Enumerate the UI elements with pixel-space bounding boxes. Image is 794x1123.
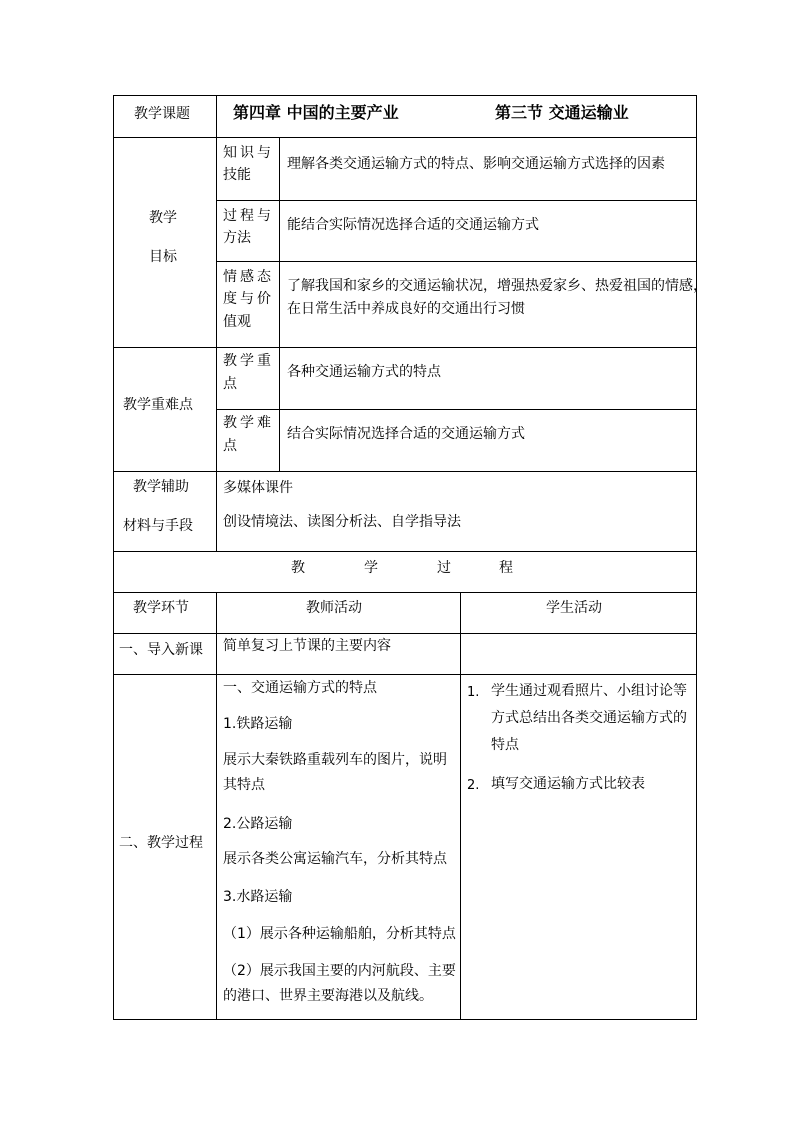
objective-sub-label: 知识与 bbox=[223, 145, 274, 161]
student-activity-line: 学生通过观看照片、小组讨论等 bbox=[491, 683, 687, 699]
teacher-activity-line: 一、交通运输方式的特点 bbox=[223, 680, 377, 696]
keypoints-label: 教学重难点 bbox=[123, 397, 193, 413]
row-divider bbox=[113, 633, 697, 634]
process-title-char: 过 bbox=[437, 560, 451, 576]
objective-content: 能结合实际情况选择合适的交通运输方式 bbox=[287, 217, 539, 233]
row-divider bbox=[113, 592, 697, 593]
aids-methods: 创设情境法、读图分析法、自学指导法 bbox=[223, 514, 461, 530]
section-title: 第三节 交通运输业 bbox=[495, 103, 629, 122]
objectives-label-line1: 教学 bbox=[149, 210, 177, 226]
teacher-activity-line: 展示各类公寓运输汽车，分析其特点 bbox=[223, 851, 447, 867]
main-stage: 二、教学过程 bbox=[119, 835, 203, 851]
objective-sub-label: 过程与 bbox=[223, 208, 274, 224]
table-border-right bbox=[696, 95, 697, 1020]
row-divider bbox=[113, 674, 697, 675]
student-activity-line: 特点 bbox=[491, 737, 519, 753]
objective-sub-label: 值观 bbox=[223, 314, 251, 330]
keypoint-sub-label: 教学重 bbox=[223, 353, 274, 369]
teacher-activity-line: （1）展示各种运输船舶，分析其特点 bbox=[223, 926, 456, 942]
objective-content: 了解我国和家乡的交通运输状况，增强热爱家乡、热爱祖国的情感， bbox=[287, 278, 707, 294]
objective-content: 理解各类交通运输方式的特点、影响交通运输方式选择的因素 bbox=[287, 156, 665, 172]
table-border-top bbox=[113, 95, 697, 96]
keypoint-sub-label: 教学难 bbox=[223, 415, 274, 431]
header-stage: 教学环节 bbox=[133, 600, 189, 616]
row-divider bbox=[217, 409, 697, 410]
process-title-char: 学 bbox=[364, 560, 378, 576]
student-activity-line: 方式总结出各类交通运输方式的 bbox=[491, 710, 687, 726]
column-divider bbox=[216, 592, 217, 1020]
keypoint-sub-label: 点 bbox=[223, 438, 237, 454]
teacher-activity-line: 展示大秦铁路重载列车的图片，说明 bbox=[223, 752, 447, 768]
process-title-char: 教 bbox=[291, 560, 305, 576]
chapter-title: 第四章 中国的主要产业 bbox=[233, 103, 399, 122]
table-border-left bbox=[113, 95, 114, 1020]
student-item-number: 2. bbox=[467, 778, 480, 793]
keypoint-content: 结合实际情况选择合适的交通运输方式 bbox=[287, 426, 525, 442]
objective-sub-label: 方法 bbox=[223, 230, 251, 246]
header-teacher: 教师活动 bbox=[306, 600, 362, 616]
teacher-activity-line: 其特点 bbox=[223, 777, 265, 793]
aids-label-line2: 材料与手段 bbox=[123, 518, 193, 534]
teacher-activity-line: 3.水路运输 bbox=[223, 889, 293, 905]
keypoint-sub-label: 点 bbox=[223, 376, 237, 392]
row-divider bbox=[217, 200, 697, 201]
teacher-activity-line: 的港口、世界主要海港以及航线。 bbox=[223, 988, 433, 1004]
objective-content: 在日常生活中养成良好的交通出行习惯 bbox=[287, 301, 525, 317]
row-divider bbox=[113, 551, 697, 552]
intro-teacher-activity: 简单复习上节课的主要内容 bbox=[223, 638, 391, 654]
row-divider bbox=[113, 471, 697, 472]
process-title-char: 程 bbox=[499, 560, 513, 576]
student-item-number: 1. bbox=[467, 685, 480, 700]
table-border-bottom bbox=[113, 1019, 697, 1020]
header-student: 学生活动 bbox=[546, 600, 602, 616]
teacher-activity-line: 2.公路运输 bbox=[223, 816, 293, 832]
student-activity-line: 填写交通运输方式比较表 bbox=[491, 776, 645, 792]
objective-sub-label: 技能 bbox=[223, 167, 251, 183]
lesson-topic-label: 教学课题 bbox=[134, 106, 190, 122]
objective-sub-label: 度与价 bbox=[223, 291, 274, 307]
intro-stage: 一、导入新课 bbox=[119, 642, 203, 658]
row-divider bbox=[113, 347, 697, 348]
column-divider bbox=[216, 95, 217, 552]
teacher-activity-line: （2）展示我国主要的内河航段、主要 bbox=[223, 963, 456, 979]
keypoint-content: 各种交通运输方式的特点 bbox=[287, 364, 441, 380]
teacher-activity-line: 1.铁路运输 bbox=[223, 716, 293, 732]
row-divider bbox=[217, 261, 697, 262]
objective-sub-label: 情感态 bbox=[223, 269, 274, 285]
aids-materials: 多媒体课件 bbox=[223, 480, 293, 496]
column-divider bbox=[279, 137, 280, 472]
objectives-label-line2: 目标 bbox=[149, 249, 177, 265]
row-divider bbox=[113, 137, 697, 138]
aids-label-line1: 教学辅助 bbox=[133, 479, 189, 495]
column-divider bbox=[460, 592, 461, 1020]
